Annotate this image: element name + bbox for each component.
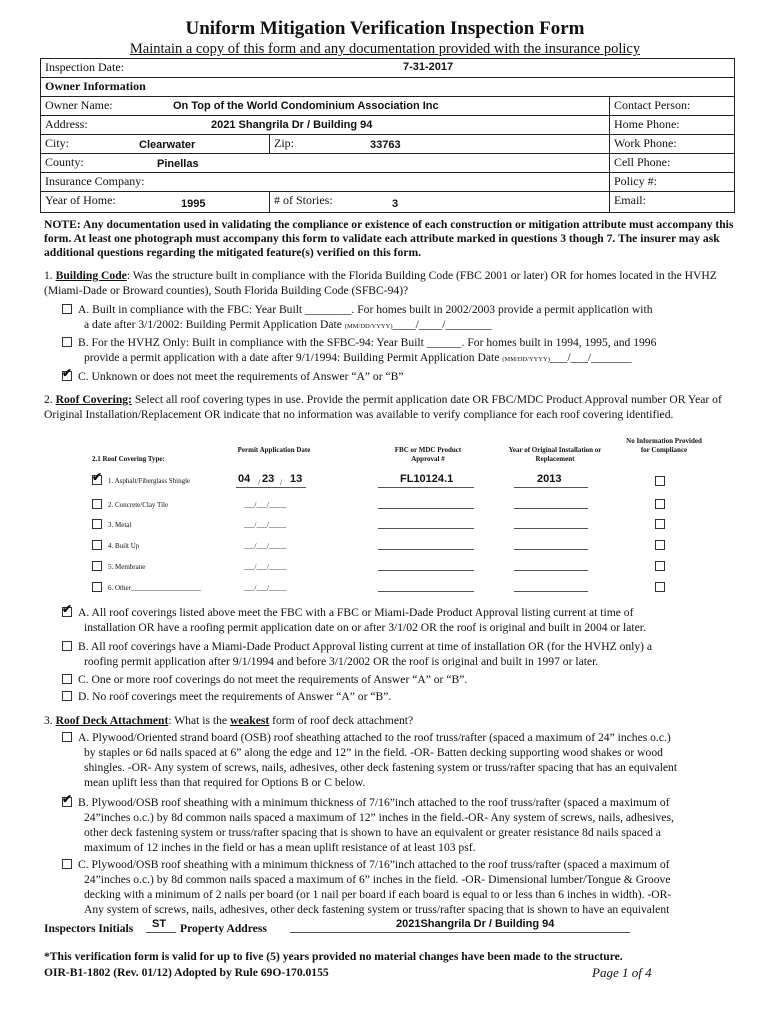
city-label: City: (45, 136, 70, 150)
county-value[interactable]: Pinellas (157, 158, 199, 170)
q2-text: Select all roof covering types in use. Provide the permit application date OR FBC/MDC Product Approval number OR Year of Original Installation/Replacement OR indicate that no information was available to verify compliance for each roof covering identified. (44, 393, 722, 421)
stories-cell (270, 192, 610, 213)
page-number: Page 1 of 4 (592, 965, 652, 980)
rc-row-1-year[interactable]: 2013 (537, 473, 562, 485)
rc-row-3-approval-line[interactable] (378, 528, 474, 529)
rc-row-5-approval-line[interactable] (378, 570, 474, 571)
rc-col-no-info: No Information Provided for Compliance (626, 437, 702, 454)
address-label: Address: (45, 117, 88, 131)
email-label[interactable]: Email: (609, 192, 734, 213)
q3-a-line4: mean uplift less than that required for Options B or C below. (84, 776, 366, 789)
q3-c-checkbox[interactable] (62, 859, 72, 869)
q1-c-checkbox-checked[interactable] (62, 371, 72, 381)
q3-b-line3: other deck fastening system or truss/rafter spacing that is shown to have an equivalent or greater resistance 8d nails spaced a (84, 826, 661, 839)
q1-building-code (44, 268, 736, 298)
q2-option-a[interactable] (62, 605, 742, 635)
rc-row-1-year-part[interactable]: 13 (290, 473, 303, 485)
q2-number: 2. (44, 393, 53, 406)
property-address-line (290, 932, 630, 933)
rc-row-6-noinfo-checkbox[interactable] (655, 582, 665, 592)
q1-a-format: (MM/DD/YYYY) (344, 323, 393, 330)
rc-row-1-noinfo-checkbox[interactable] (655, 476, 665, 486)
rc-row-2-date-blank[interactable]: ___/___/_____ (244, 501, 287, 509)
q2-option-c[interactable] (62, 672, 742, 687)
owner-name-cell (41, 97, 610, 116)
home-phone-label[interactable]: Home Phone: (609, 116, 734, 135)
q2-heading: Roof Covering: (55, 393, 132, 406)
q1-a-date-blank[interactable]: ____/____/________ (392, 318, 492, 331)
inspection-date-cell (41, 59, 735, 78)
q1-b-date-blank[interactable]: ___/___/_______ (549, 351, 632, 364)
validity-statement: *This verification form is valid for up to five (5) years provided no material changes have been made to the structure. (44, 950, 623, 963)
q1-c-text: C. Unknown or does not meet the requirements of Answer “A” or “B” (78, 370, 404, 383)
q1-a-line1: A. Built in compliance with the FBC: Year Built ________. For homes built in 2002/2003 provide a permit application with (78, 303, 653, 316)
address-value[interactable]: 2021 Shangrila Dr / Building 94 (211, 119, 373, 131)
owner-name-value[interactable]: On Top of the World Condominium Association Inc (173, 100, 439, 112)
rc-col-permit-date: Permit Application Date (237, 446, 311, 454)
form-title: Uniform Mitigation Verification Inspection Form (185, 18, 585, 39)
zip-cell (270, 135, 610, 154)
rc-row-1-slash-2: / (280, 478, 283, 487)
rc-row-1-date-line (236, 487, 306, 488)
cell-phone-label[interactable]: Cell Phone: (609, 154, 734, 173)
q2-roof-covering (44, 392, 736, 422)
rc-row-1-checkbox-checked[interactable] (92, 475, 102, 485)
rc-row-2-year-line[interactable] (514, 508, 588, 509)
q3-option-a[interactable] (62, 730, 742, 790)
form-id: OIR-B1-1802 (Rev. 01/12) Adopted by Rule 69O-170.0155 (44, 966, 329, 979)
q1-option-a[interactable] (62, 302, 742, 334)
rc-row-1-approval[interactable]: FL10124.1 (400, 473, 454, 485)
q1-b-checkbox[interactable] (62, 337, 72, 347)
owner-name-label: Owner Name: (45, 98, 113, 112)
q3-c-line3: decking with a minimum of 2 nails per board (or 1 nail per board if each board is equal to or less than 6 inches in width). -OR- (84, 888, 672, 901)
q3-option-c[interactable] (62, 857, 742, 917)
rc-row-6-approval-line[interactable] (378, 591, 474, 592)
rc-row-6-checkbox[interactable] (92, 582, 102, 592)
inspection-date-label: Inspection Date: (45, 60, 124, 74)
q1-b-line2: provide a permit application with a date after 9/1/1994: Building Permit Application Date (84, 351, 500, 364)
q3-a-line1: A. Plywood/Oriented strand board (OSB) roof sheathing attached to the roof truss/rafter (spaced a maximum of 24” inches o.c.) (78, 731, 671, 744)
rc-row-3-noinfo-checkbox[interactable] (655, 519, 665, 529)
zip-value[interactable]: 33763 (370, 139, 401, 151)
q3-c-line4: Any system of screws, nails, adhesives, other deck fastening system or truss/rafter spacing that is shown to have an equivalent (84, 903, 670, 916)
q3-a-line3: shingles. -OR- Any system of screws, nails, adhesives, other deck fastening system or truss/rafter spacing that has an equivalent (84, 761, 678, 774)
q1-option-b[interactable] (62, 335, 742, 367)
rc-row-2-noinfo-checkbox[interactable] (655, 499, 665, 509)
rc-row-2-label: 2. Concrete/Clay Tile (108, 501, 169, 509)
q3-option-b[interactable] (62, 795, 742, 855)
rc-row-5-noinfo-checkbox[interactable] (655, 561, 665, 571)
rc-row-5-label: 5. Membrane (108, 563, 146, 571)
year-of-home-label: Year of Home: (45, 193, 116, 207)
q2-option-d[interactable] (62, 689, 742, 704)
inspector-initials-value[interactable]: ST (152, 918, 167, 930)
rc-row-4-date-blank[interactable]: ___/___/_____ (244, 542, 287, 550)
q1-heading: Building Code (55, 269, 127, 282)
q3-b-line2: 24”inches o.c.) by 8d common nails spaced a maximum of 12” inches in the field.-OR- Any system of screws, nails, adhesives, (84, 811, 674, 824)
rc-row-3-date-blank[interactable]: ___/___/_____ (244, 521, 287, 529)
year-of-home-value[interactable]: 1995 (181, 198, 206, 210)
rc-row-4-year-line[interactable] (514, 549, 588, 550)
policy-label[interactable]: Policy #: (609, 173, 734, 192)
initials-line (146, 932, 176, 933)
q3-b-checkbox-checked[interactable] (62, 797, 72, 807)
address-cell (41, 116, 610, 135)
q2-c-checkbox[interactable] (62, 674, 72, 684)
rc-row-6-year-line[interactable] (514, 591, 588, 592)
inspector-initials-label: Inspectors Initials (44, 922, 134, 935)
rc-row-3-year-line[interactable] (514, 528, 588, 529)
q3-c-line2: 24”inches o.c.) by 8d common nails spaced a maximum of 6” inches in the field. -OR- Dimensional lumber/Tongue & Groove (84, 873, 671, 886)
county-label: County: (45, 155, 84, 169)
rc-col-approval: FBC or MDC Product Approval # (394, 446, 462, 463)
county-cell (41, 154, 610, 173)
q1-a-checkbox[interactable] (62, 304, 72, 314)
q2-b-checkbox[interactable] (62, 641, 72, 651)
q3-roof-deck (44, 713, 736, 728)
q1-text: : Was the structure built in compliance with the Florida Building Code (FBC 2001 or later) OR for homes located in the HVHZ (Miami-Dade or Broward counties), South Florida Building Code (SFBC-94)? (44, 269, 717, 297)
form-subtitle: Maintain a copy of this form and any documentation provided with the insurance policy (129, 41, 641, 57)
q3-a-line2: by staples or 6d nails spaced at 6” along the edge and 12” in the field. -OR- Batten decking supporting wood shakes or wood (84, 746, 663, 759)
rc-row-5-year-line[interactable] (514, 570, 588, 571)
rc-row-5-checkbox[interactable] (92, 561, 102, 571)
rc-row-6-label: 6. Other____________________ (108, 584, 201, 592)
rc-row-4-label: 4. Built Up (108, 542, 140, 550)
q1-b-line1: B. For the HVHZ Only: Built in compliance with the SFBC-94: Year Built ______. For homes built in 1994, 1995, and 1996 (78, 336, 657, 349)
q3-b-line4: maximum of 12 inches in the field or has a mean uplift resistance of at least 103 psf. (84, 841, 476, 854)
rc-row-1-year-line (514, 487, 588, 488)
rc-row-2-approval-line[interactable] (378, 508, 474, 509)
owner-info-table (40, 58, 735, 213)
rc-row-4-checkbox[interactable] (92, 540, 102, 550)
inspection-date-value[interactable]: 7-31-2017 (403, 61, 454, 73)
stories-value[interactable]: 3 (392, 198, 399, 210)
documentation-note: NOTE: Any documentation used in validating the compliance or existence of each construction or mitigation attribute must accompany this form. At least one photograph must accompany this form to validate each attribute marked in questions 3 though 7. The insurer may ask additional questions regarding the mitigated feature(s) verified on this form. (44, 218, 734, 259)
q3-weakest: weakest (229, 714, 270, 727)
rc-row-1-day[interactable]: 23 (262, 473, 275, 485)
rc-col-type: 2.1 Roof Covering Type: (92, 455, 165, 463)
q2-b-line2: roofing permit application after 9/1/1994 and before 3/1/2002 OR the roof is original and built in 1997 or later. (84, 655, 599, 668)
property-address-value[interactable]: 2021Shangrila Dr / Building 94 (396, 918, 555, 930)
q3-c-line1: C. Plywood/OSB roof sheathing with a minimum thickness of 7/16”inch attached to the roof truss/rafter (spaced a maximum of (78, 858, 670, 871)
q1-a-line2: a date after 3/1/2002: Building Permit Application Date (84, 318, 342, 331)
rc-col-year: Year of Original Installation or Replacement (508, 446, 602, 463)
q2-a-line2: installation OR have a roofing permit application date on or after 3/1/02 OR the roof is original and built in 2004 or later. (84, 621, 646, 634)
year-of-home-cell (41, 192, 270, 213)
rc-row-6-date-blank[interactable]: ___/___/_____ (244, 584, 287, 592)
city-cell (41, 135, 270, 154)
q1-b-format: (MM/DD/YYYY) (502, 356, 550, 363)
rc-row-4-noinfo-checkbox[interactable] (655, 540, 665, 550)
rc-row-1-label: 1. Asphalt/Fiberglass Shingle (108, 477, 191, 485)
contact-person-label[interactable]: Contact Person: (609, 97, 734, 116)
city-value[interactable]: Clearwater (139, 139, 196, 151)
q2-b-line1: B. All roof coverings have a Miami-Dade Product Approval listing current at time of installation OR (for the HVHZ only) a (78, 640, 653, 653)
work-phone-label[interactable]: Work Phone: (609, 135, 734, 154)
rc-row-1-approval-line (378, 487, 474, 488)
rc-row-2-checkbox[interactable] (92, 499, 102, 509)
q1-option-c[interactable] (62, 369, 742, 384)
insurance-company-label[interactable]: Insurance Company: (41, 173, 610, 192)
rc-row-3-label: 3. Metal (108, 521, 132, 529)
q3-a-checkbox[interactable] (62, 732, 72, 742)
q2-option-b[interactable] (62, 639, 742, 669)
owner-info-heading: Owner Information (41, 78, 735, 97)
q3-b-line1: B. Plywood/OSB roof sheathing with a minimum thickness of 7/16”inch attached to the roof truss/rafter (spaced a maximum of (78, 796, 670, 809)
q3-number: 3. (44, 714, 53, 727)
q2-a-checkbox-checked[interactable] (62, 607, 72, 617)
rc-row-5-date-blank[interactable]: ___/___/_____ (244, 563, 287, 571)
rc-row-4-approval-line[interactable] (378, 549, 474, 550)
rc-row-1-slash: / (258, 478, 261, 487)
q2-d-checkbox[interactable] (62, 691, 72, 701)
q3-text-post: form of roof deck attachment? (272, 714, 414, 727)
q1-number: 1. (44, 269, 53, 282)
q2-a-line1: A. All roof coverings listed above meet the FBC with a FBC or Miami-Dade Product Approval listing current at time of (78, 606, 634, 619)
q3-text-pre: : What is the (168, 714, 228, 727)
rc-row-3-checkbox[interactable] (92, 519, 102, 529)
q2-c-text: C. One or more roof coverings do not meet the requirements of Answer “A” or “B”. (78, 673, 468, 686)
zip-label: Zip: (274, 136, 294, 150)
property-address-label: Property Address (180, 922, 267, 935)
q2-d-text: D. No roof coverings meet the requirements of Answer “A” or “B”. (78, 690, 392, 703)
rc-row-1-month[interactable]: 04 (238, 473, 251, 485)
q3-heading: Roof Deck Attachment (55, 714, 169, 727)
stories-label: # of Stories: (274, 193, 333, 207)
